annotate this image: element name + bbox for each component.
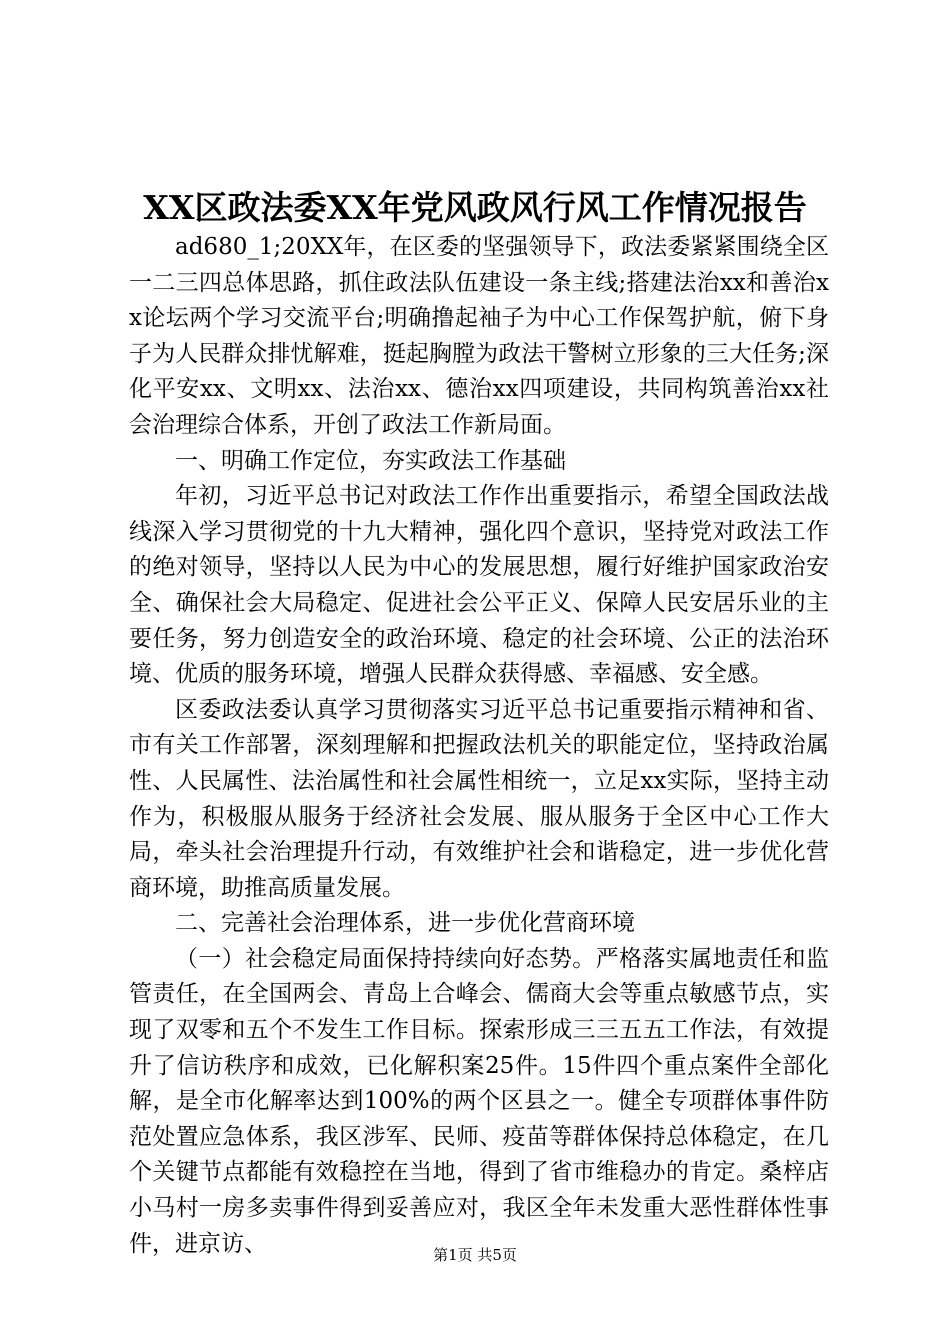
page-footer: 第1页 共5页: [433, 1246, 517, 1264]
section-heading-1: 一、明确工作定位，夯实政法工作基础: [175, 447, 566, 474]
body-paragraph: 区委政法委认真学习贯彻落实习近平总书记重要指示精神和省、市有关工作部署，深刻理解和把握政法机关的职能定位，坚持政治属性、人民属性、法治属性和社会属性相统一，立足xx实际，坚持主动作为，积极服从服务于经济社会发展、服从服务于全区中心工作大局，牵头社会治理提升行动，有效维护社会和谐稳定，进一步优化营商环境，助推高质量发展。: [129, 696, 829, 901]
body-paragraph: 年初，习近平总书记对政法工作作出重要指示，希望全国政法战线深入学习贯彻党的十九大精神，强化四个意识，坚持党对政法工作的绝对领导，坚持以人民为中心的发展思想，履行好维护国家政治安全、确保社会大局稳定、促进社会公平正义、保障人民安居乐业的主要任务，努力创造安全的政治环境、稳定的社会环境、公正的法治环境、优质的服务环境，增强人民群众获得感、幸福感、安全感。: [129, 483, 829, 688]
body-paragraph: （一）社会稳定局面保持持续向好态势。严格落实属地责任和监管责任，在全国两会、青岛上合峰会、儒商大会等重点敏感节点，实现了双零和五个不发生工作目标。探索形成三三五五工作法，有效提升了信访秩序和成效，已化解积案25件。15件四个重点案件全部化解，是全市化解率达到100%的两个区县之一。健全专项群体事件防范处置应急体系，我区涉军、民师、疫苗等群体保持总体稳定，在几个关键节点都能有效稳控在当地，得到了省市维稳办的肯定。桑梓店小马村一房多卖事件得到妥善应对，我区全年未发重大恶性群体性事件，进京访、: [129, 945, 829, 1257]
section-heading-2: 二、完善社会治理体系，进一步优化营商环境: [175, 910, 635, 937]
intro-paragraph: ad680_1;20XX年，在区委的坚强领导下，政法委紧紧围绕全区一二三四总体思路，抓住政法队伍建设一条主线;搭建法治xx和善治xx论坛两个学习交流平台;明确撸起袖子为中心工作保驾护航，俯下身子为人民群众排忧解难，挺起胸膛为政法干警树立形象的三大任务;深化平安xx、文明xx、法治xx、德治xx四项建设，共同构筑善治xx社会治理综合体系，开创了政法工作新局面。: [129, 234, 829, 438]
document-body: [129, 230, 829, 1262]
document-title: XX区政法委XX年党风政风行风工作情况报告: [143, 188, 807, 227]
